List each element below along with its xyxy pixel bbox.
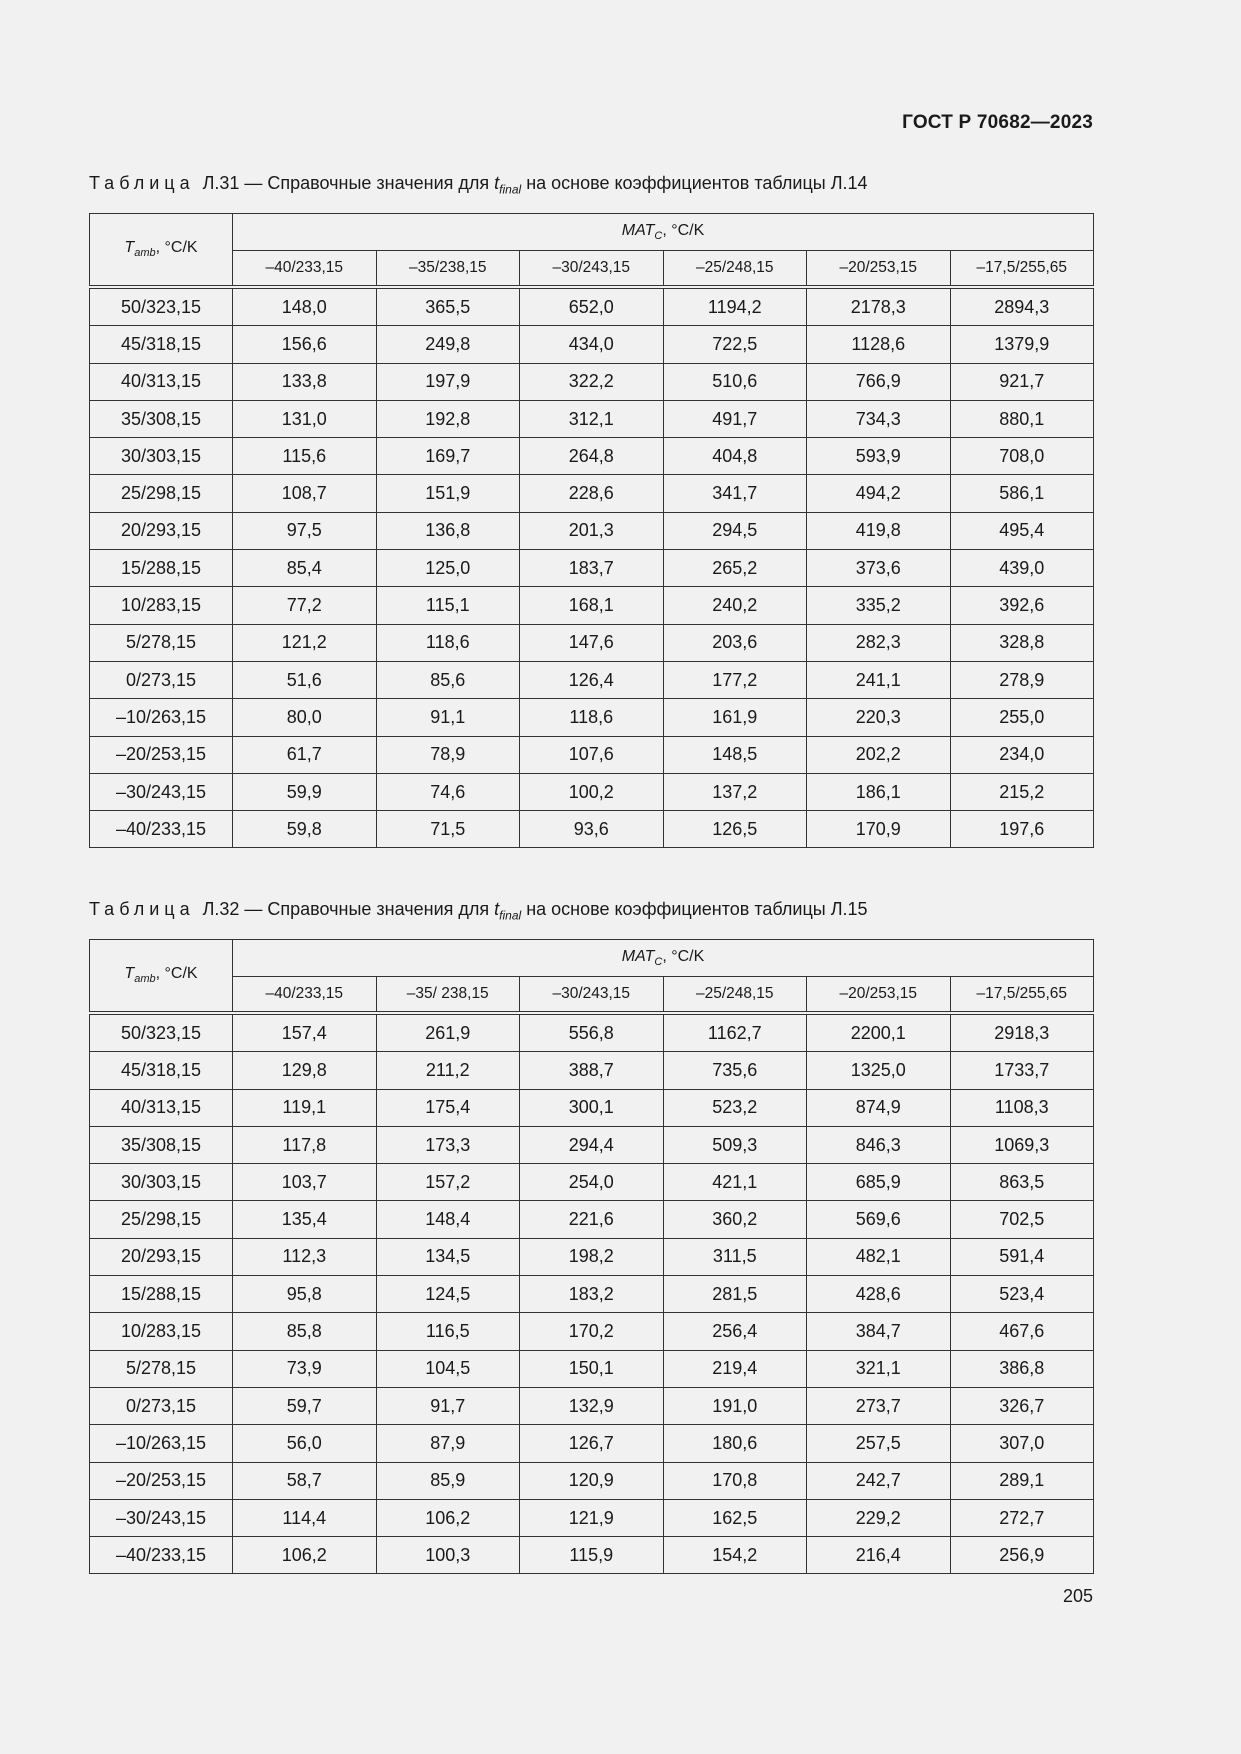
value-cell: 168,1 [520, 587, 664, 624]
table-row [90, 1425, 1094, 1462]
row-label-cell: 0/273,15 [90, 1387, 233, 1424]
value-cell: 126,4 [520, 661, 664, 698]
row-label-cell: 50/323,15 [90, 287, 233, 326]
value-cell: 93,6 [520, 811, 664, 848]
value-cell: 154,2 [663, 1537, 807, 1574]
column-group-header [233, 214, 1094, 251]
value-cell: 202,2 [807, 736, 951, 773]
value-cell: 126,5 [663, 811, 807, 848]
value-cell: 341,7 [663, 475, 807, 512]
row-label-cell: 15/288,15 [90, 550, 233, 587]
value-cell: 118,6 [520, 699, 664, 736]
value-cell: 265,2 [663, 550, 807, 587]
row-header-variable: T [124, 965, 135, 983]
table-row [90, 1052, 1094, 1089]
table-row [90, 1313, 1094, 1350]
data-table [89, 939, 1094, 1574]
value-cell: 404,8 [663, 438, 807, 475]
value-cell: 880,1 [950, 400, 1094, 437]
table-row [90, 773, 1094, 810]
value-cell: 272,7 [950, 1499, 1094, 1536]
value-cell: 734,3 [807, 400, 951, 437]
value-cell: 241,1 [807, 661, 951, 698]
row-label-cell: 45/318,15 [90, 1052, 233, 1089]
value-cell: 221,6 [520, 1201, 664, 1238]
value-cell: 186,1 [807, 773, 951, 810]
value-cell: 121,2 [233, 624, 377, 661]
value-cell: 91,1 [376, 699, 520, 736]
value-cell: 85,9 [376, 1462, 520, 1499]
group-unit: , °C/K [662, 947, 705, 965]
value-cell: 151,9 [376, 475, 520, 512]
value-cell: 735,6 [663, 1052, 807, 1089]
value-cell: 1733,7 [950, 1052, 1094, 1089]
column-header: –20/253,15 [807, 251, 951, 288]
row-header-cell [90, 214, 233, 288]
group-unit: , °C/K [662, 221, 705, 239]
column-header: –20/253,15 [807, 977, 951, 1014]
table-row [90, 1201, 1094, 1238]
caption-word: Таблица [89, 173, 195, 193]
value-cell: 112,3 [233, 1238, 377, 1275]
column-header: –40/233,15 [233, 977, 377, 1014]
value-cell: 510,6 [663, 363, 807, 400]
value-cell: 591,4 [950, 1238, 1094, 1275]
value-cell: 148,0 [233, 287, 377, 326]
value-cell: 129,8 [233, 1052, 377, 1089]
value-cell: 229,2 [807, 1499, 951, 1536]
row-label-cell: 5/278,15 [90, 1350, 233, 1387]
value-cell: 131,0 [233, 400, 377, 437]
value-cell: 59,8 [233, 811, 377, 848]
value-cell: 51,6 [233, 661, 377, 698]
caption-variable: t [494, 173, 500, 193]
group-subscript: C [654, 956, 663, 969]
column-header: –17,5/255,65 [950, 251, 1094, 288]
value-cell: 482,1 [807, 1238, 951, 1275]
value-cell: 586,1 [950, 475, 1094, 512]
table-row [90, 1387, 1094, 1424]
value-cell: 107,6 [520, 736, 664, 773]
value-cell: 392,6 [950, 587, 1094, 624]
value-cell: 117,8 [233, 1126, 377, 1163]
row-label-cell: 25/298,15 [90, 1201, 233, 1238]
value-cell: 133,8 [233, 363, 377, 400]
value-cell: 74,6 [376, 773, 520, 810]
value-cell: 124,5 [376, 1276, 520, 1313]
value-cell: 115,1 [376, 587, 520, 624]
value-cell: 311,5 [663, 1238, 807, 1275]
value-cell: 59,7 [233, 1387, 377, 1424]
row-label-cell: –10/263,15 [90, 699, 233, 736]
value-cell: 157,2 [376, 1164, 520, 1201]
table-row [90, 1164, 1094, 1201]
column-header: –30/243,15 [520, 251, 664, 288]
value-cell: 170,2 [520, 1313, 664, 1350]
value-cell: 136,8 [376, 512, 520, 549]
table-row [90, 1350, 1094, 1387]
value-cell: 863,5 [950, 1164, 1094, 1201]
row-label-cell: –30/243,15 [90, 773, 233, 810]
value-cell: 1194,2 [663, 287, 807, 326]
table-row [90, 699, 1094, 736]
value-cell: 170,8 [663, 1462, 807, 1499]
data-table [89, 213, 1094, 848]
table-row [90, 1238, 1094, 1275]
row-label-cell: 0/273,15 [90, 661, 233, 698]
caption-tail: на основе коэффициентов таблицы Л.15 [526, 899, 868, 919]
value-cell: 100,3 [376, 1537, 520, 1574]
value-cell: 365,5 [376, 287, 520, 326]
value-cell: 156,6 [233, 326, 377, 363]
row-label-cell: 20/293,15 [90, 1238, 233, 1275]
value-cell: 685,9 [807, 1164, 951, 1201]
value-cell: 95,8 [233, 1276, 377, 1313]
row-label-cell: 10/283,15 [90, 587, 233, 624]
value-cell: 874,9 [807, 1089, 951, 1126]
value-cell: 921,7 [950, 363, 1094, 400]
value-cell: 118,6 [376, 624, 520, 661]
column-header: –40/233,15 [233, 251, 377, 288]
value-cell: 97,5 [233, 512, 377, 549]
value-cell: 494,2 [807, 475, 951, 512]
value-cell: 135,4 [233, 1201, 377, 1238]
caption-tail: на основе коэффициентов таблицы Л.14 [526, 173, 868, 193]
table-row [90, 512, 1094, 549]
value-cell: 228,6 [520, 475, 664, 512]
value-cell: 282,3 [807, 624, 951, 661]
value-cell: 256,9 [950, 1537, 1094, 1574]
table-row [90, 363, 1094, 400]
value-cell: 254,0 [520, 1164, 664, 1201]
value-cell: 183,2 [520, 1276, 664, 1313]
value-cell: 114,4 [233, 1499, 377, 1536]
value-cell: 169,7 [376, 438, 520, 475]
table-row [90, 1462, 1094, 1499]
value-cell: 321,1 [807, 1350, 951, 1387]
table-row [90, 438, 1094, 475]
value-cell: 722,5 [663, 326, 807, 363]
table-row [90, 287, 1094, 326]
value-cell: 85,4 [233, 550, 377, 587]
table-row [90, 811, 1094, 848]
group-variable: MAT [621, 221, 655, 239]
table-row [90, 326, 1094, 363]
row-label-cell: 50/323,15 [90, 1013, 233, 1052]
value-cell: 328,8 [950, 624, 1094, 661]
row-label-cell: –20/253,15 [90, 1462, 233, 1499]
row-label-cell: 30/303,15 [90, 438, 233, 475]
value-cell: 100,2 [520, 773, 664, 810]
value-cell: 125,0 [376, 550, 520, 587]
row-label-cell: 45/318,15 [90, 326, 233, 363]
value-cell: 126,7 [520, 1425, 664, 1462]
value-cell: 203,6 [663, 624, 807, 661]
value-cell: 104,5 [376, 1350, 520, 1387]
value-cell: 175,4 [376, 1089, 520, 1126]
table-row [90, 736, 1094, 773]
value-cell: 373,6 [807, 550, 951, 587]
value-cell: 59,9 [233, 773, 377, 810]
caption-number: Л.31 — Справочные значения для [202, 173, 490, 193]
value-cell: 846,3 [807, 1126, 951, 1163]
value-cell: 652,0 [520, 287, 664, 326]
value-cell: 58,7 [233, 1462, 377, 1499]
table-row [90, 475, 1094, 512]
table-row [90, 1499, 1094, 1536]
value-cell: 386,8 [950, 1350, 1094, 1387]
column-header: –35/ 238,15 [376, 977, 520, 1014]
value-cell: 240,2 [663, 587, 807, 624]
value-cell: 1325,0 [807, 1052, 951, 1089]
value-cell: 108,7 [233, 475, 377, 512]
value-cell: 77,2 [233, 587, 377, 624]
column-header: –17,5/255,65 [950, 977, 1094, 1014]
column-header: –30/243,15 [520, 977, 664, 1014]
value-cell: 80,0 [233, 699, 377, 736]
value-cell: 294,5 [663, 512, 807, 549]
row-label-cell: 5/278,15 [90, 624, 233, 661]
value-cell: 2178,3 [807, 287, 951, 326]
column-header: –25/248,15 [663, 977, 807, 1014]
row-label-cell: 30/303,15 [90, 1164, 233, 1201]
value-cell: 91,7 [376, 1387, 520, 1424]
row-header-unit: , °C/K [155, 965, 198, 983]
value-cell: 119,1 [233, 1089, 377, 1126]
value-cell: 294,4 [520, 1126, 664, 1163]
value-cell: 569,6 [807, 1201, 951, 1238]
value-cell: 439,0 [950, 550, 1094, 587]
value-cell: 495,4 [950, 512, 1094, 549]
value-cell: 335,2 [807, 587, 951, 624]
value-cell: 467,6 [950, 1313, 1094, 1350]
value-cell: 312,1 [520, 400, 664, 437]
row-label-cell: 35/308,15 [90, 1126, 233, 1163]
row-header-subscript: amb [134, 247, 156, 260]
value-cell: 278,9 [950, 661, 1094, 698]
value-cell: 434,0 [520, 326, 664, 363]
value-cell: 219,4 [663, 1350, 807, 1387]
value-cell: 273,7 [807, 1387, 951, 1424]
row-header-unit: , °C/K [155, 239, 198, 257]
value-cell: 2918,3 [950, 1013, 1094, 1052]
value-cell: 197,9 [376, 363, 520, 400]
value-cell: 281,5 [663, 1276, 807, 1313]
value-cell: 261,9 [376, 1013, 520, 1052]
value-cell: 56,0 [233, 1425, 377, 1462]
table-row [90, 400, 1094, 437]
row-label-cell: –40/233,15 [90, 811, 233, 848]
value-cell: 161,9 [663, 699, 807, 736]
value-cell: 2894,3 [950, 287, 1094, 326]
row-label-cell: –10/263,15 [90, 1425, 233, 1462]
row-label-cell: 35/308,15 [90, 400, 233, 437]
caption-variable-subscript: final [499, 182, 522, 197]
value-cell: 307,0 [950, 1425, 1094, 1462]
value-cell: 162,5 [663, 1499, 807, 1536]
group-variable: MAT [621, 947, 655, 965]
value-cell: 215,2 [950, 773, 1094, 810]
value-cell: 300,1 [520, 1089, 664, 1126]
value-cell: 61,7 [233, 736, 377, 773]
value-cell: 556,8 [520, 1013, 664, 1052]
document-code: ГОСТ Р 70682—2023 [902, 112, 1093, 133]
value-cell: 702,5 [950, 1201, 1094, 1238]
value-cell: 211,2 [376, 1052, 520, 1089]
value-cell: 120,9 [520, 1462, 664, 1499]
value-cell: 491,7 [663, 400, 807, 437]
value-cell: 148,4 [376, 1201, 520, 1238]
row-label-cell: –20/253,15 [90, 736, 233, 773]
value-cell: 201,3 [520, 512, 664, 549]
row-label-cell: 40/313,15 [90, 1089, 233, 1126]
row-header-cell [90, 940, 233, 1014]
value-cell: 289,1 [950, 1462, 1094, 1499]
value-cell: 419,8 [807, 512, 951, 549]
value-cell: 1128,6 [807, 326, 951, 363]
row-label-cell: –40/233,15 [90, 1537, 233, 1574]
value-cell: 428,6 [807, 1276, 951, 1313]
value-cell: 708,0 [950, 438, 1094, 475]
value-cell: 220,3 [807, 699, 951, 736]
row-header-variable: T [124, 239, 135, 257]
value-cell: 85,8 [233, 1313, 377, 1350]
value-cell: 1379,9 [950, 326, 1094, 363]
value-cell: 71,5 [376, 811, 520, 848]
value-cell: 192,8 [376, 400, 520, 437]
value-cell: 360,2 [663, 1201, 807, 1238]
table-row [90, 1126, 1094, 1163]
value-cell: 147,6 [520, 624, 664, 661]
value-cell: 183,7 [520, 550, 664, 587]
value-cell: 257,5 [807, 1425, 951, 1462]
table-row [90, 587, 1094, 624]
table-row [90, 1276, 1094, 1313]
caption-variable: t [494, 899, 500, 919]
value-cell: 115,6 [233, 438, 377, 475]
value-cell: 523,4 [950, 1276, 1094, 1313]
value-cell: 191,0 [663, 1387, 807, 1424]
value-cell: 198,2 [520, 1238, 664, 1275]
row-label-cell: –30/243,15 [90, 1499, 233, 1536]
caption-word: Таблица [89, 899, 195, 919]
value-cell: 242,7 [807, 1462, 951, 1499]
value-cell: 256,4 [663, 1313, 807, 1350]
value-cell: 421,1 [663, 1164, 807, 1201]
value-cell: 170,9 [807, 811, 951, 848]
value-cell: 1108,3 [950, 1089, 1094, 1126]
value-cell: 150,1 [520, 1350, 664, 1387]
value-cell: 85,6 [376, 661, 520, 698]
value-cell: 180,6 [663, 1425, 807, 1462]
value-cell: 173,3 [376, 1126, 520, 1163]
value-cell: 177,2 [663, 661, 807, 698]
table-row [90, 1013, 1094, 1052]
value-cell: 106,2 [376, 1499, 520, 1536]
value-cell: 134,5 [376, 1238, 520, 1275]
table-row [90, 624, 1094, 661]
value-cell: 326,7 [950, 1387, 1094, 1424]
row-label-cell: 10/283,15 [90, 1313, 233, 1350]
column-header: –35/238,15 [376, 251, 520, 288]
row-header-subscript: amb [134, 973, 156, 986]
value-cell: 132,9 [520, 1387, 664, 1424]
caption-variable-subscript: final [499, 908, 522, 923]
value-cell: 593,9 [807, 438, 951, 475]
page-number: 205 [1062, 1586, 1093, 1606]
value-cell: 322,2 [520, 363, 664, 400]
value-cell: 2200,1 [807, 1013, 951, 1052]
row-label-cell: 20/293,15 [90, 512, 233, 549]
value-cell: 137,2 [663, 773, 807, 810]
value-cell: 523,2 [663, 1089, 807, 1126]
value-cell: 766,9 [807, 363, 951, 400]
table-row [90, 550, 1094, 587]
row-label-cell: 40/313,15 [90, 363, 233, 400]
table-row [90, 1089, 1094, 1126]
value-cell: 78,9 [376, 736, 520, 773]
value-cell: 197,6 [950, 811, 1094, 848]
row-label-cell: 25/298,15 [90, 475, 233, 512]
value-cell: 115,9 [520, 1537, 664, 1574]
value-cell: 116,5 [376, 1313, 520, 1350]
value-cell: 1162,7 [663, 1013, 807, 1052]
value-cell: 216,4 [807, 1537, 951, 1574]
value-cell: 388,7 [520, 1052, 664, 1089]
value-cell: 234,0 [950, 736, 1094, 773]
value-cell: 121,9 [520, 1499, 664, 1536]
value-cell: 384,7 [807, 1313, 951, 1350]
value-cell: 509,3 [663, 1126, 807, 1163]
value-cell: 73,9 [233, 1350, 377, 1387]
table-caption [89, 899, 868, 923]
value-cell: 249,8 [376, 326, 520, 363]
table-row [90, 661, 1094, 698]
row-label-cell: 15/288,15 [90, 1276, 233, 1313]
table-row [90, 1537, 1094, 1574]
group-subscript: C [654, 230, 663, 243]
value-cell: 264,8 [520, 438, 664, 475]
column-header: –25/248,15 [663, 251, 807, 288]
value-cell: 1069,3 [950, 1126, 1094, 1163]
value-cell: 148,5 [663, 736, 807, 773]
caption-number: Л.32 — Справочные значения для [202, 899, 490, 919]
value-cell: 106,2 [233, 1537, 377, 1574]
value-cell: 103,7 [233, 1164, 377, 1201]
table-caption [89, 173, 868, 197]
column-group-header [233, 940, 1094, 977]
value-cell: 255,0 [950, 699, 1094, 736]
value-cell: 157,4 [233, 1013, 377, 1052]
value-cell: 87,9 [376, 1425, 520, 1462]
